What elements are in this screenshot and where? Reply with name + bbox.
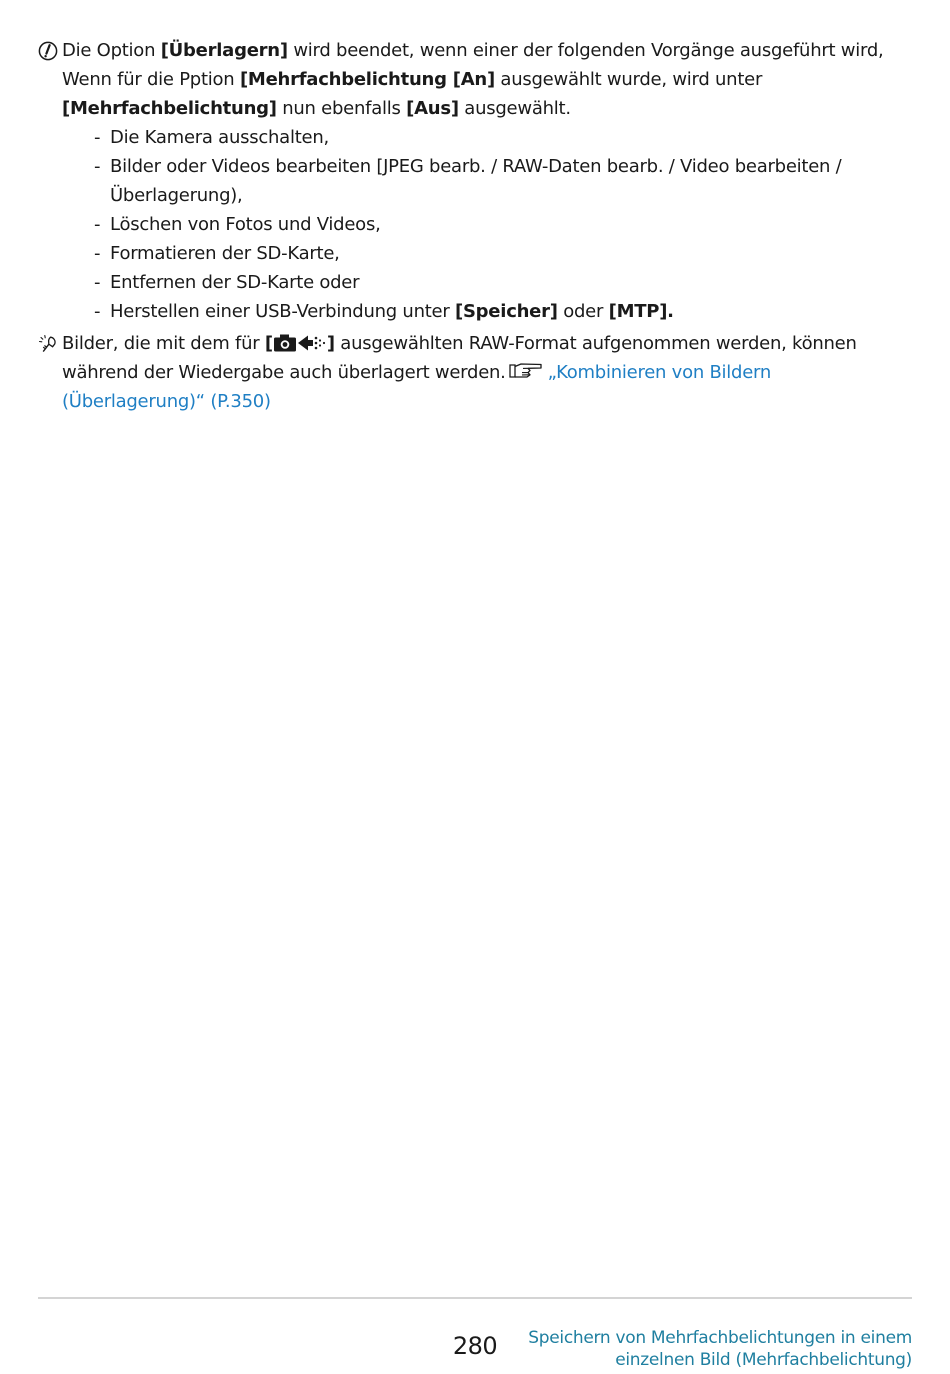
page-content <box>38 36 914 416</box>
list-item: - Bilder oder Videos bearbeiten [JPEG bearb. / RAW-Daten bearb. / Video bearbeiten / Überlagerung), <box>94 156 842 206</box>
caution-list <box>62 123 914 326</box>
footer-divider <box>38 1297 912 1299</box>
caution-text: Die Option [Überlagern] wird beendet, wenn einer der folgenden Vorgänge ausgeführt wird, Wenn für die Pption [Mehrfachbelichtung [An] ausgewählt wurde, wird unter [Mehrfachbelichtung] nun ebenfalls [Aus] ausgewählt. <box>62 40 884 119</box>
list-item: - Löschen von Fotos und Videos, <box>94 214 381 235</box>
footer-title-line: Speichern von Mehrfachbelichtungen in einem <box>528 1328 912 1348</box>
tip-text: Bilder, die mit dem für [ ] ausgewählten RAW-Format aufgenommen werden, können während der Wiedergabe auch überlagert werden. „Kombinieren von Bildern (Überlagerung)“ (P.350) <box>62 333 857 412</box>
caution-icon <box>38 41 58 61</box>
menu-arrow-icon <box>297 334 327 352</box>
pointing-hand-icon[interactable] <box>508 362 544 380</box>
page-number: 280 <box>452 1332 498 1360</box>
list-item: - Die Kamera ausschalten, <box>94 127 329 148</box>
footer-section-title[interactable] <box>492 1327 912 1371</box>
caution-note <box>38 36 914 326</box>
cross-reference-link[interactable]: „Kombinieren von Bildern (Überlagerung)“ (P.350) <box>62 362 772 412</box>
footer-title-line: einzelnen Bild (Mehrfachbelichtung) <box>615 1350 912 1370</box>
camera-icon <box>273 334 297 352</box>
tip-note <box>38 329 914 416</box>
tip-icon <box>38 334 58 354</box>
list-item: - Herstellen einer USB-Verbindung unter [Speicher] oder [MTP]. <box>94 301 674 322</box>
list-item: - Formatieren der SD-Karte, <box>94 243 340 264</box>
list-item: - Entfernen der SD-Karte oder <box>94 272 360 293</box>
